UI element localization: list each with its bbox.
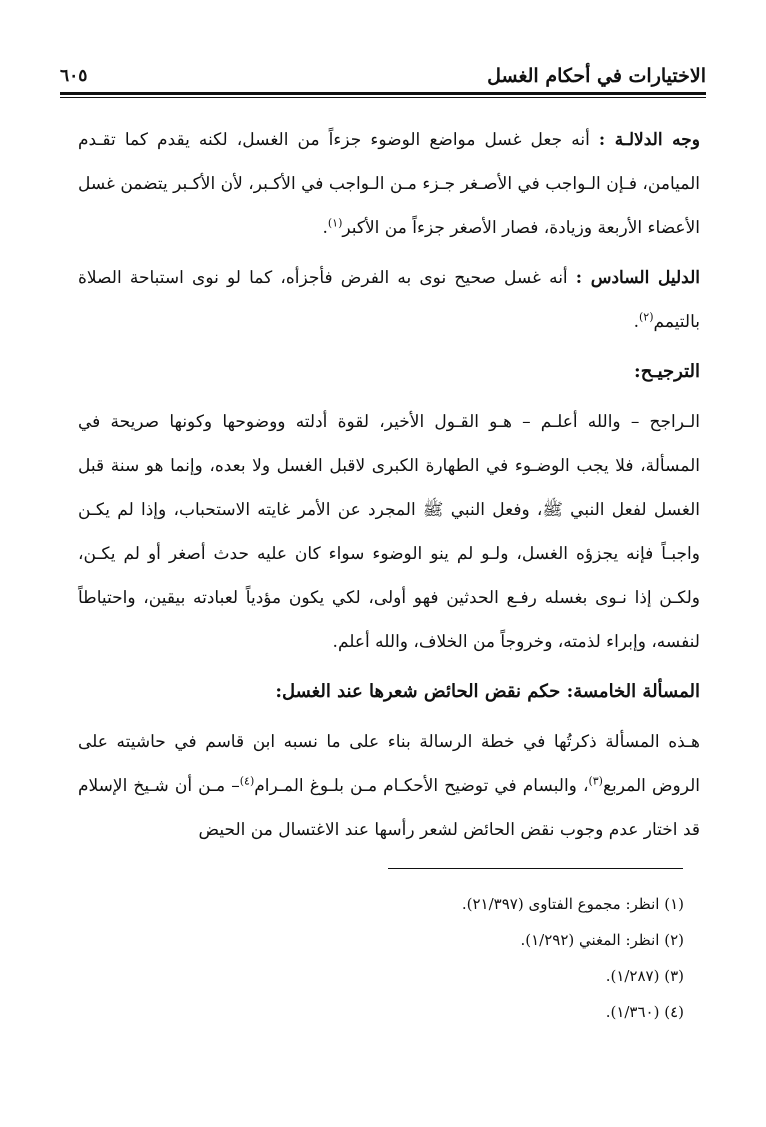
paragraph-preference: الـراجح – والله أعلـم – هـو القـول الأخير، لقوة أدلته ووضوحها وكونها صريحة في المسألة، فلا يجب الوضـوء في الطهارة الكبرى لاقبل الغسل ولا بعده، وإنما هو سنة قبل الغسل لفعل النبي ﷺ، وفعل النبي ﷺ المجرد عن الأمر غايته الاستحباب، وإذا لم يكـن واجبـاً فإنه يجزؤه الغسل، ولـو لم ينو الوضوء سواء كان عليه حدث أصغر أو لم يكـن، ولكـن إذا نـوى بغسله رفـع الحدثين فهو أولى، لكي يكون مؤدياً لعبادته بيقين، واحتياطاً لنفسه، وإبراء لذمته، وخروجاً من الخلاف، والله أعلم. [78,412,700,652]
paragraph-text: ، والبسام في توضيح الأحكـام مـن بلـوغ المـرام [254,776,589,796]
running-header [60,58,706,94]
footnote-2: (٢) انظر: المغني (١/٢٩٢). [520,931,684,949]
paragraph-label: الدليل السادس : [575,268,700,288]
paragraph-end: . [633,312,639,332]
footnote-3: (٣) (١/٢٨٧). [605,967,684,985]
footnote-ref: (١) [327,216,343,230]
footnote-1: (١) انظر: مجموع الفتاوى (٢١/٣٩٧). [461,895,684,913]
section-heading-preference: الترجيـح: [634,361,700,382]
main-text [78,118,700,852]
footnote-ref: (٤) [239,774,255,788]
chapter-title: الاختيارات في أحكام الغسل [487,65,706,87]
paragraph-text: هـذه المسألة ذكرتُها في خطة الرسالة بناء على ما نسبه ابن قاسم في حاشيته على الروض المربع [78,732,700,796]
paragraph-evidence-meaning [78,118,700,250]
paragraph-sixth-evidence [78,256,700,344]
footnote-ref: (٣) [588,774,603,788]
paragraph-fifth-issue [78,720,700,852]
page-number: ٦٠٥ [60,66,88,86]
footnote-ref: (٢) [638,310,654,324]
paragraph-text: أنه غسل صحيح نوى به الفرض فأجزأه، كما لو نوى استباحة الصلاة بالتيمم [78,268,700,332]
header-rule-thin [60,97,706,98]
paragraph-text: – مـن أن شـيخ الإسلام قد اختار عدم وجوب نقض الحائض لشعر رأسها عند الاغتسال من الحيض [78,776,700,840]
footnote-4: (٤) (١/٣٦٠). [605,1003,684,1021]
footnotes [264,886,684,1030]
paragraph-label: وجه الدلالـة : [598,130,701,150]
paragraph-text: أنه جعل غسل مواضع الوضوء جزءاً من الغسل، لكنه يقدم كما تقـدم الميامن، فـإن الـواجب في الأصـغر جـزء مـن الـواجب في الأكـبر، لأن الأكـبر يتضمن غسل الأعضاء الأربعة وزيادة، فصار الأصغر جزءاً من الأكبر [78,130,700,238]
section-heading-fifth-issue: المسألة الخامسة: حكم نقض الحائض شعرها عند الغسل: [275,681,700,702]
paragraph-end: . [322,218,328,238]
footnote-separator [388,868,683,869]
header-rule [60,92,706,95]
